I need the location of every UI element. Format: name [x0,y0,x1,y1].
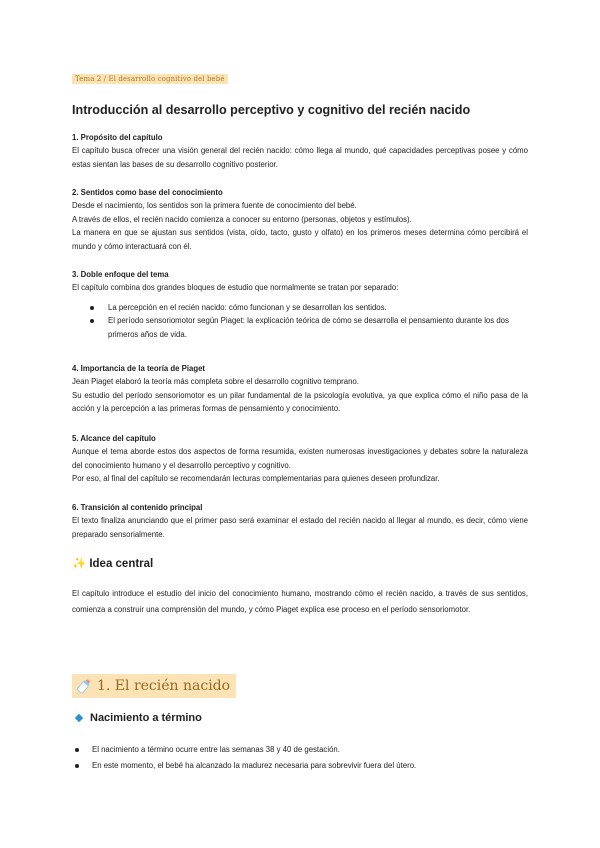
bullet-icon [75,748,79,752]
section-heading: 6. Transición al contenido principal [72,503,203,512]
section-paragraph: El texto finaliza anunciando que el primer paso será examinar el estado del recién nacido al llegar al mundo, es decir, cómo viene preparado sensorialmente. [72,516,528,539]
section-heading: 1. Propósito del capítulo [72,133,163,142]
section-heading: 3. Doble enfoque del tema [72,270,169,279]
baby-bottle-icon [76,678,92,694]
list-item [72,301,528,314]
list-item-text: La percepción en el recién nacido: cómo funcionan y se desarrollan los sentidos. [108,302,387,312]
list-item [72,742,528,758]
list-item-text: El período sensoriomotor según Piaget: la explicación teórica de cómo se desarrolla el pensamiento durante los dos primeros años de vida. [108,316,509,339]
bullet-icon [75,764,79,768]
section-piaget [72,362,528,416]
sparkles-icon: ✨ [72,558,87,570]
section-paragraph: Su estudio del período sensoriomotor es un pilar fundamental de la psicología evolutiva, ya que explica cómo el niño pasa de la acción y la percepción a las primeras formas de pensamiento y conocimiento. [72,390,528,414]
bullet-list [72,301,528,341]
section-transition [72,501,528,541]
idea-heading-text: Idea central [89,558,154,570]
section-purpose [72,131,528,171]
idea-heading [72,556,153,570]
section-double-focus [72,268,528,341]
section-heading: 2. Sentidos como base del conocimiento [72,188,223,197]
chapter-title: 1. El recién nacido [97,678,231,694]
subsection-heading [72,712,202,724]
section-paragraph: Por eso, al final del capítulo se recomendarán lecturas complementarias para quienes deseen profundizar. [72,474,440,484]
list-item [72,314,528,341]
section-senses [72,186,528,253]
list-item-text: En este momento, el bebé ha alcanzado la madurez necesaria para sobrevivir fuera del útero. [92,760,417,770]
section-heading: 5. Alcance del capítulo [72,434,156,443]
subsection-bullet-list [72,742,528,773]
section-paragraph: El capítulo combina dos grandes bloques de estudio que normalmente se tratan por separado: [72,283,399,293]
section-paragraph: Aunque el tema aborde estos dos aspectos de forma resumida, existen numerosas investigaciones y debates sobre la naturaleza del conocimiento humano y el desarrollo perceptivo y cognitivo. [72,447,528,470]
list-item-text: El nacimiento a término ocurre entre las semanas 38 y 40 de gestación. [92,745,340,754]
idea-paragraph: El capítulo introduce el estudio del inicio del conocimiento humano, mostrando cómo el recién nacido, a través de sus sentidos, comienza a construir una comprensión del mundo, y cómo Piaget explica ese proceso en el período sensoriomotor. [72,589,528,614]
section-paragraph: La manera en que se ajustan sus sentidos (vista, oído, tacto, gusto y olfato) en los primeros meses determina cómo percibirá el mundo y cómo interactuará con él. [72,228,528,251]
subsection-heading-text: Nacimiento a término [90,712,202,724]
section-paragraph: Jean Piaget elaboró la teoría más completa sobre el desarrollo cognitivo temprano. [72,377,359,387]
bullet-icon [90,306,94,310]
bullet-icon [90,319,94,323]
chapter-heading [72,674,236,698]
section-heading: 4. Importancia de la teoría de Piaget [72,364,206,373]
page-title: Introducción al desarrollo perceptivo y cognitivo del recién nacido [72,103,471,117]
section-paragraph: Desde el nacimiento, los sentidos son la primera fuente de conocimiento del bebé. [72,201,357,211]
section-paragraph: El capítulo busca ofrecer una visión general del recién nacido: cómo llega al mundo, qué capacidades perceptivas posee y cómo estas sientan las bases de su desarrollo cognitivo posterior. [72,146,528,169]
header-tag: Tema 2 / El desarrollo cognitivo del bebé [72,74,228,84]
idea-body [72,586,528,618]
blue-diamond-icon [75,714,83,722]
section-paragraph: A través de ellos, el recién nacido comienza a conocer su entorno (personas, objetos y estímulos). [72,214,412,224]
list-item [72,758,528,774]
section-scope [72,432,528,486]
